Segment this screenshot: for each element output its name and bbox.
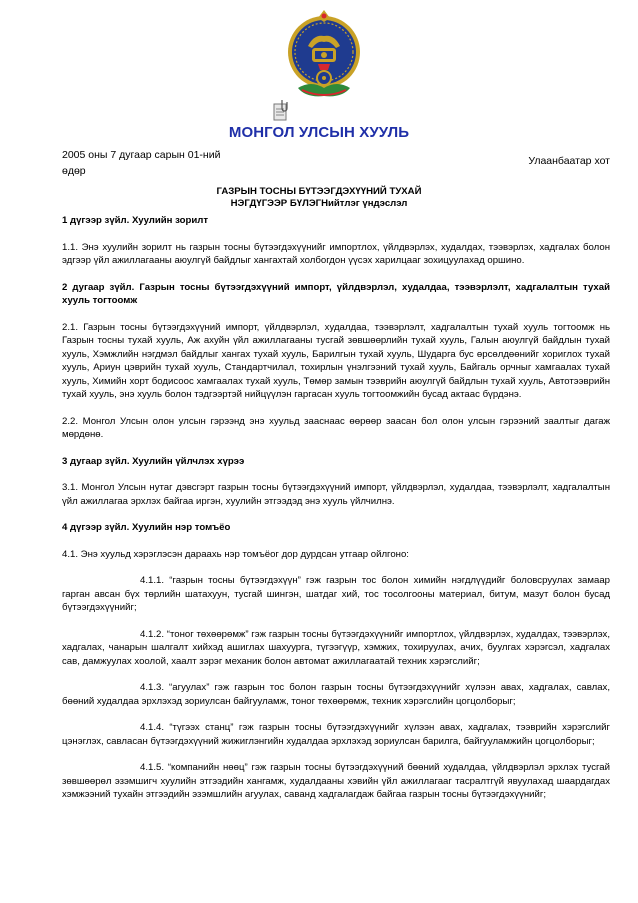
law-body (62, 214, 610, 802)
article-heading: 4 дүгээр зүйл. Хуулийн нэр томъёо (62, 522, 231, 533)
subclause: 4.1.2. “тоног төхөөрөмж” гэж газрын тосны бүтээгдэхүүнийг импортлох, үйлдвэрлэх, худалдах, тээвэрлэх, хадгалах, чанарын шалгалт хийхэд ашиглах шахуурга, түгээгүүр, хэмжих, тохируулах, ачих, буулгах хэрэгсэл, хадгалах сав, дамжуулах хоолой, хаалт зэрэг механик болон автомат ажиллагаатай техник хэрэгслийг; (62, 628, 610, 667)
paragraph: 2.2. Монгол Улсын олон улсын гэрээнд энэ хуульд зааснаас өөрөөр заасан бол олон улсын гэрээний заалтыг дагаж мөрдөнө. (62, 415, 610, 440)
subclause: 4.1.5. “компанийн нөөц” гэж газрын тосны бүтээгдэхүүний бөөний худалдаа, үйлдвэрлэл эрхлэх тусгай зөвшөөрөл эзэмшигч хуулийн этгээдийн хангамж, худалдааны хэвийн үйл ажиллагааг тасралтгүй явуулахад шаардагдах хэмжээний тухайн этгээдийн эзэмшлийн агуулах, саванд хадгалагдаж байгаа газрын тосны бүтээгдэхүүнийг; (62, 762, 610, 800)
document-clip-icon (273, 98, 289, 122)
law-title: МОНГОЛ УЛСЫН ХУУЛЬ (228, 124, 410, 141)
subclause: 4.1.3. “агуулах” гэж газрын тос болон газрын тосны бүтээгдэхүүнийг хүлээн авах, хадгалах, савлах, бөөний худалдаа эрхлэхэд зориулсан байгууламж, тоног төхөөрөмж, техник хэрэгслийн цогцолборыг; (62, 682, 610, 707)
paragraph: 2.1. Газрын тосны бүтээгдэхүүний импорт, үйлдвэрлэл, худалдаа, тээвэрлэлт, хадгалалтын тухай хууль тогтоомж нь Газрын тосны тухай хууль, Аж ахуйн үйл ажиллагааны тусгай зөвшөөрлийн тухай хууль, Галын аюулгүй байдлын тухай хууль, Хэмжлийн нэгдмэл байдлыг хангах тухай хууль, Барилгын тухай хууль, Шударга бус өрсөлдөөнийг хориглох тухай хууль, Ариун цэврийн тухай хууль, Стандартчилал, тохирлын үнэлгээний тухай хууль, Байгаль орчныг хамгаалах тухай хууль, Химийн хорт бодисоос хамгаалах тухай хууль, Төмөр замын тээврийн аюулгүй байдлын тухай хууль, Автотээврийн тухай хууль, энэ хууль болон тэдгээртэй нийцүүлэн гаргасан хууль тогтоомжийн бусад актаас бүрдэнэ. (62, 321, 610, 400)
law-heading (0, 186, 638, 210)
article-heading: 2 дугаар зүйл. Газрын тосны бүтээгдэхүүний импорт, үйлдвэрлэл, худалдаа, тээвэрлэлт, хадгалалтын тухай хууль тогтоомж (62, 281, 610, 306)
adoption-place: Улаанбаатар хот (528, 155, 610, 167)
law-heading-line1: ГАЗРЫН ТОСНЫ БҮТЭЭГДЭХҮҮНИЙ ТУХАЙ (216, 186, 422, 197)
adoption-date: 2005 оны 7 дугаар сарын 01-ний өдөр (62, 149, 221, 177)
state-emblem-icon (284, 8, 364, 104)
paragraph: 1.1. Энэ хуулийн зорилт нь газрын тосны бүтээгдэхүүнийг импортлох, үйлдвэрлэх, худалдах, тээвэрлэх, хадгалах болон эдгээр үйл ажиллагааны аюулгүй байдлыг хангахтай холбогдон үүсэх харилцааг зохицуулахад оршино. (62, 241, 610, 266)
paragraph: 4.1. Энэ хуульд хэрэглэсэн дараахь нэр томъёог дор дурдсан утгаар ойлгоно: (62, 548, 409, 560)
article-heading: 3 дугаар зүйл. Хуулийн үйлчлэх хүрээ (62, 455, 245, 467)
law-heading-line2: НЭГДҮГЭЭР БҮЛЭГНийтлэг үндэслэл (230, 198, 408, 209)
subclause: 4.1.4. “түгээх станц” гэж газрын тосны бүтээгдэхүүнийг хүлээн авах, хадгалах, тээврийн хэрэгслийг цэнэглэх, савласан бүтээгдэхүүний жижиглэнгийн худалдаа эрхлэхэд зориулсан барилга, байгууламжийн цогцолборыг; (62, 722, 610, 747)
article-heading: 1 дүгээр зүйл. Хуулийн зорилт (62, 215, 209, 226)
paragraph: 3.1. Монгол Улсын нутаг дэвсгэрт газрын тосны бүтээгдэхүүний импорт, үйлдвэрлэл, худалдаа, тээвэрлэлт, хадгалалтын үйл ажиллагаа эрхлэх байгаа иргэн, хуулийн этгээдэд энэ хууль үйлчилнэ. (62, 482, 610, 507)
subclause: 4.1.1. “газрын тосны бүтээгдэхүүн” гэж газрын тос болон химийн нэгдлүүдийг боловсруулах замаар гарган авсан бүх төрлийн шатахуун, тусгай шингэн, шатдаг хий, тос тосолгооны материал, битум, мазут болон бусад бүтээгдэхүүнийг; (62, 575, 610, 613)
